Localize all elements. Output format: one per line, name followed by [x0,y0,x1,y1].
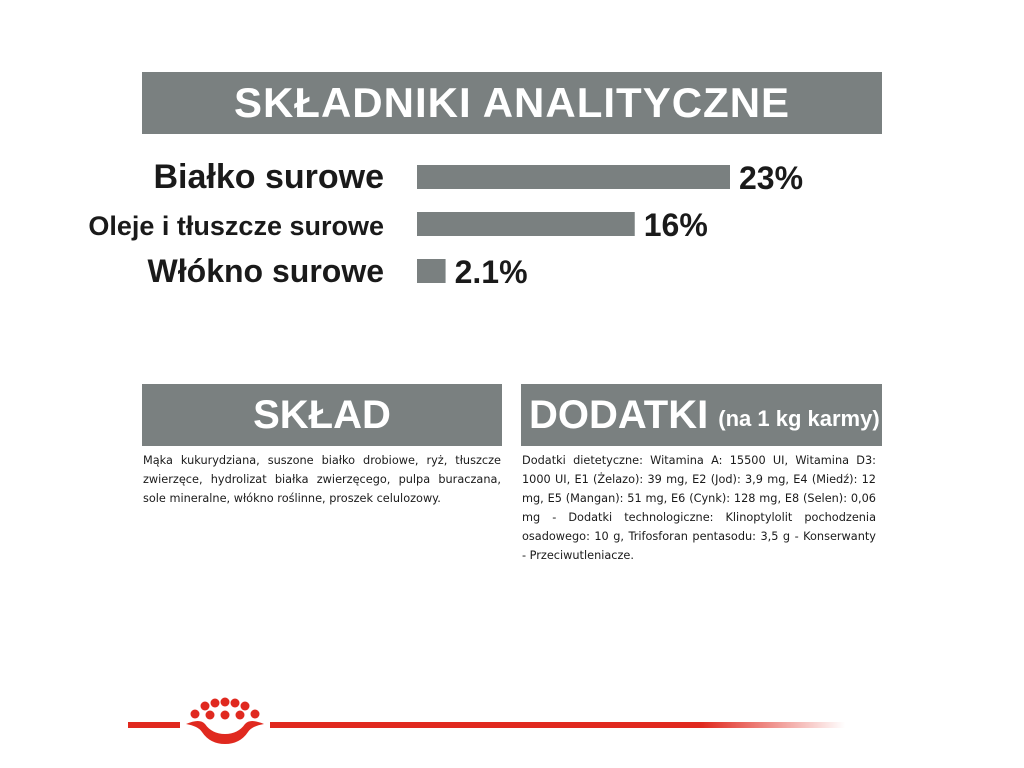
analytical-components-title: SKŁADNIKI ANALITYCZNE [233,79,791,126]
bar [417,165,730,189]
additives-subtitle: (na 1 kg karmy) [718,406,880,431]
value-label: 2.1% [454,254,528,290]
bar [417,212,635,236]
crown-icon [186,698,264,745]
value-label: 23% [739,160,804,196]
composition-text: Mąka kukurydziana, suszone białko drobiowe, ryż, tłuszcze zwierzęce, hydrolizat białka zwierzęcego, pulpa buraczana, sole mineralne, włókno roślinne, proszek celulozowy. [143,454,501,505]
category-label: Oleje i tłuszcze surowe [88,211,384,241]
value-label: 16% [643,207,708,243]
footer-brand-line [0,690,1024,760]
bar [417,259,446,283]
additives-banner [521,384,882,446]
footer-line-right [270,722,845,728]
composition-title: SKŁAD [253,392,391,437]
analytical-bar-chart [0,0,1024,330]
additives-text: Dodatki dietetyczne: Witamina A: 15500 UI, Witamina D3: 1000 UI, E1 (Żelazo): 39 mg, E2 (Jod): 3,9 mg, E4 (Miedź): 12 mg, E5 (Mangan): 51 mg, E6 (Cynk): 128 mg, E8 (Selen): 0,06 mg - Dodatki technologiczne: Klinoptylolit pochodzenia osadowego: 10 g, Trifosforan pentasodu: 3,5 g - Konserwanty - Przeciwutleniacze. [522,454,876,562]
composition-banner [142,384,502,446]
category-label: Włókno surowe [147,253,384,289]
footer-line-left [128,722,180,728]
category-label: Białko surowe [153,158,384,196]
additives-title: DODATKI [529,392,709,437]
